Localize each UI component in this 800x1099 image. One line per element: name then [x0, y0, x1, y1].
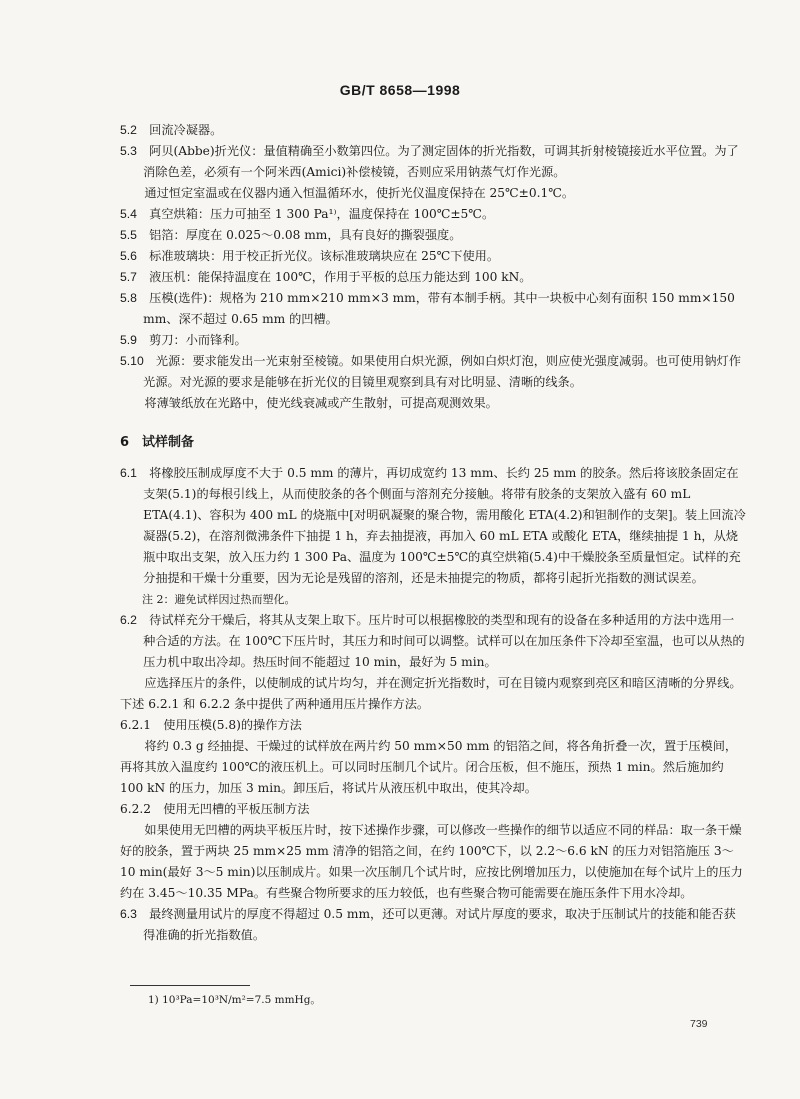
clause-text: 铝箔：厚度在 0.025～0.08 mm，具有良好的撕裂强度。 [149, 228, 462, 242]
note-2: 注 2：避免试样因过热而塑化。 [142, 593, 296, 606]
clause-number: 6.1 [120, 466, 137, 480]
clause-6-2-2-text: 如果使用无凹槽的两块平板压片时，按下述操作步骤，可以修改一些操作的细节以适应不同的样品：取一条干燥好的胶条，置于两块 25 mm×25 mm 清净的铝箔之间，在约 100℃下，以 2.2～6.6 kN 的压力对铝箔施压 3～10 min(最好 3～5 min)以压制成片。如果一次压制几个试片时，应按比例增加压力，以使施加在每个试片上的压力约在 3.45～10.35 MPa。有些聚合物所要求的压力较低，也有些聚合物可能需要在施压条件下用水冷却。 [120, 823, 743, 900]
clause-number: 6.2 [120, 613, 137, 627]
clause-6-2-1-heading: 6.2.1 使用压模(5.8)的操作方法 [120, 718, 302, 732]
clause-item [120, 393, 746, 414]
clause-6-2 [120, 610, 746, 673]
clause-item [120, 330, 746, 351]
clause-item [120, 267, 746, 288]
clause-number: 5.6 [120, 249, 137, 263]
clause-text: 阿贝(Abbe)折光仪：量值精确至小数第四位。为了测定固体的折光指数，可调其折射棱镜接近水平位置。为了消除色差，必须有一个阿米西(Amici)补偿棱镜，否则应采用钠蒸气灯作光源。 [143, 144, 739, 179]
clause-number: 5.3 [120, 144, 137, 158]
clause-item [120, 183, 746, 204]
document-body [120, 120, 746, 946]
clause-text: 最终测量用试片的厚度不得超过 0.5 mm，还可以更薄。对试片厚度的要求，取决于压制试片的技能和能否获得准确的折光指数值。 [143, 907, 736, 942]
clause-number: 5.2 [120, 123, 137, 137]
clause-text: 光源：要求能发出一光束射至棱镜。如果使用白炽光源，例如白炽灯泡，则应使光强度减弱。也可使用钠灯作光源。对光源的要求是能够在折光仪的目镜里观察到具有对比明显、清晰的线条。 [143, 354, 741, 389]
clause-text: 待试样充分干燥后，将其从支架上取下。压片时可以根据橡胶的类型和现有的设备在多种适用的方法中选用一种合适的方法。在 100℃下压片时，其压力和时间可以调整。试样可以在加压条件下冷却至室温，也可以从热的压力机中取出冷却。热压时间不能超过 10 min，最好为 5 min。 [143, 613, 745, 669]
page-number: 739 [690, 1018, 708, 1030]
footnote: 1) 10³Pa=10³N/m²=7.5 mmHg。 [148, 994, 321, 1006]
clause-6-2-paragraph: 应选择压片的条件，以使制成的试片均匀，并在测定折光指数时，可在目镜内观察到亮区和暗区清晰的分界线。下述 6.2.1 和 6.2.2 条中提供了两种通用压片操作方法。 [120, 676, 742, 711]
clause-6-2-1-text: 将约 0.3 g 经抽提、干燥过的试样放在两片约 50 mm×50 mm 的铝箔之间，将各角折叠一次，置于压模间，再将其放入温度约 100℃的液压机上。可以同时压制几个试片。闭合压板，但不施压，预热 1 min。然后施加约 100 kN 的压力，加压 3 min。卸压后，将试片从液压机中取出，使其冷却。 [120, 739, 738, 795]
clause-number: 5.7 [120, 270, 137, 284]
clause-item [120, 120, 746, 141]
clause-text: 液压机：能保持温度在 100℃，作用于平板的总压力能达到 100 kN。 [149, 270, 532, 284]
clause-text: 标准玻璃块：用于校正折光仪。该标准玻璃块应在 25℃下使用。 [149, 249, 500, 263]
clause-number: 6.3 [120, 907, 137, 921]
clause-text: 将橡胶压制成厚度不大于 0.5 mm 的薄片，再切成宽约 13 mm、长约 25 mm 的胶条。然后将该胶条固定在支架(5.1)的每根引线上，从而使胶条的各个侧面与溶剂充分接触。将带有胶条的支架放入盛有 60 mL ETA(4.1)、容积为 400 mL 的烧瓶中[对明矾凝聚的聚合物，需用酸化 ETA(4.2)和钽制作的支架]。装上回流冷凝器(5.2)，在溶剂微沸条件下抽提 1 h，弃去抽提液，再加入 60 mL ETA 或酸化 ETA，继续抽提 1 h，从烧瓶中取出支架，放入压力约 1 300 Pa、温度为 100℃±5℃的真空烘箱(5.4)中干燥胶条至质量恒定。试样的充分抽提和干燥十分重要，因为无论是残留的溶剂，还是未抽提完的物质，都将引起折光指数的测试误差。 [143, 466, 746, 585]
clause-6-3 [120, 904, 746, 946]
clause-text: 将薄皱纸放在光路中，使光线衰减或产生散射，可提高观测效果。 [144, 396, 498, 410]
clause-item [120, 351, 746, 393]
clause-text: 真空烘箱：压力可抽至 1 300 Pa¹⁾，温度保持在 100℃±5℃。 [149, 207, 495, 221]
standard-header: GB/T 8658—1998 [339, 82, 461, 98]
clause-6-2-2-heading: 6.2.2 使用无凹槽的平板压制方法 [120, 802, 310, 816]
clause-number: 5.5 [120, 228, 137, 242]
clause-text: 通过恒定室温或在仪器内通入恒温循环水，使折光仪温度保持在 25℃±0.1℃。 [144, 186, 575, 200]
clause-number: 5.8 [120, 291, 137, 305]
section-6-heading: 6 试样制备 [120, 435, 195, 450]
clause-item [120, 204, 746, 225]
section-5-items [120, 120, 746, 414]
clause-text: 压模(选件)：规格为 210 mm×210 mm×3 mm，带有本制手柄。其中一块板中心刻有面积 150 mm×150 mm、深不超过 0.65 mm 的凹槽。 [143, 291, 735, 326]
footnote-divider [130, 985, 250, 986]
clause-item [120, 141, 746, 183]
clause-item [120, 288, 746, 330]
clause-item [120, 246, 746, 267]
clause-number: 5.9 [120, 333, 137, 347]
clause-text: 剪刀：小而锋利。 [149, 333, 247, 347]
clause-number: 5.4 [120, 207, 137, 221]
clause-6-1 [120, 463, 746, 589]
clause-number: 5.10 [120, 354, 144, 368]
clause-item [120, 225, 746, 246]
clause-text: 回流冷凝器。 [149, 123, 223, 137]
